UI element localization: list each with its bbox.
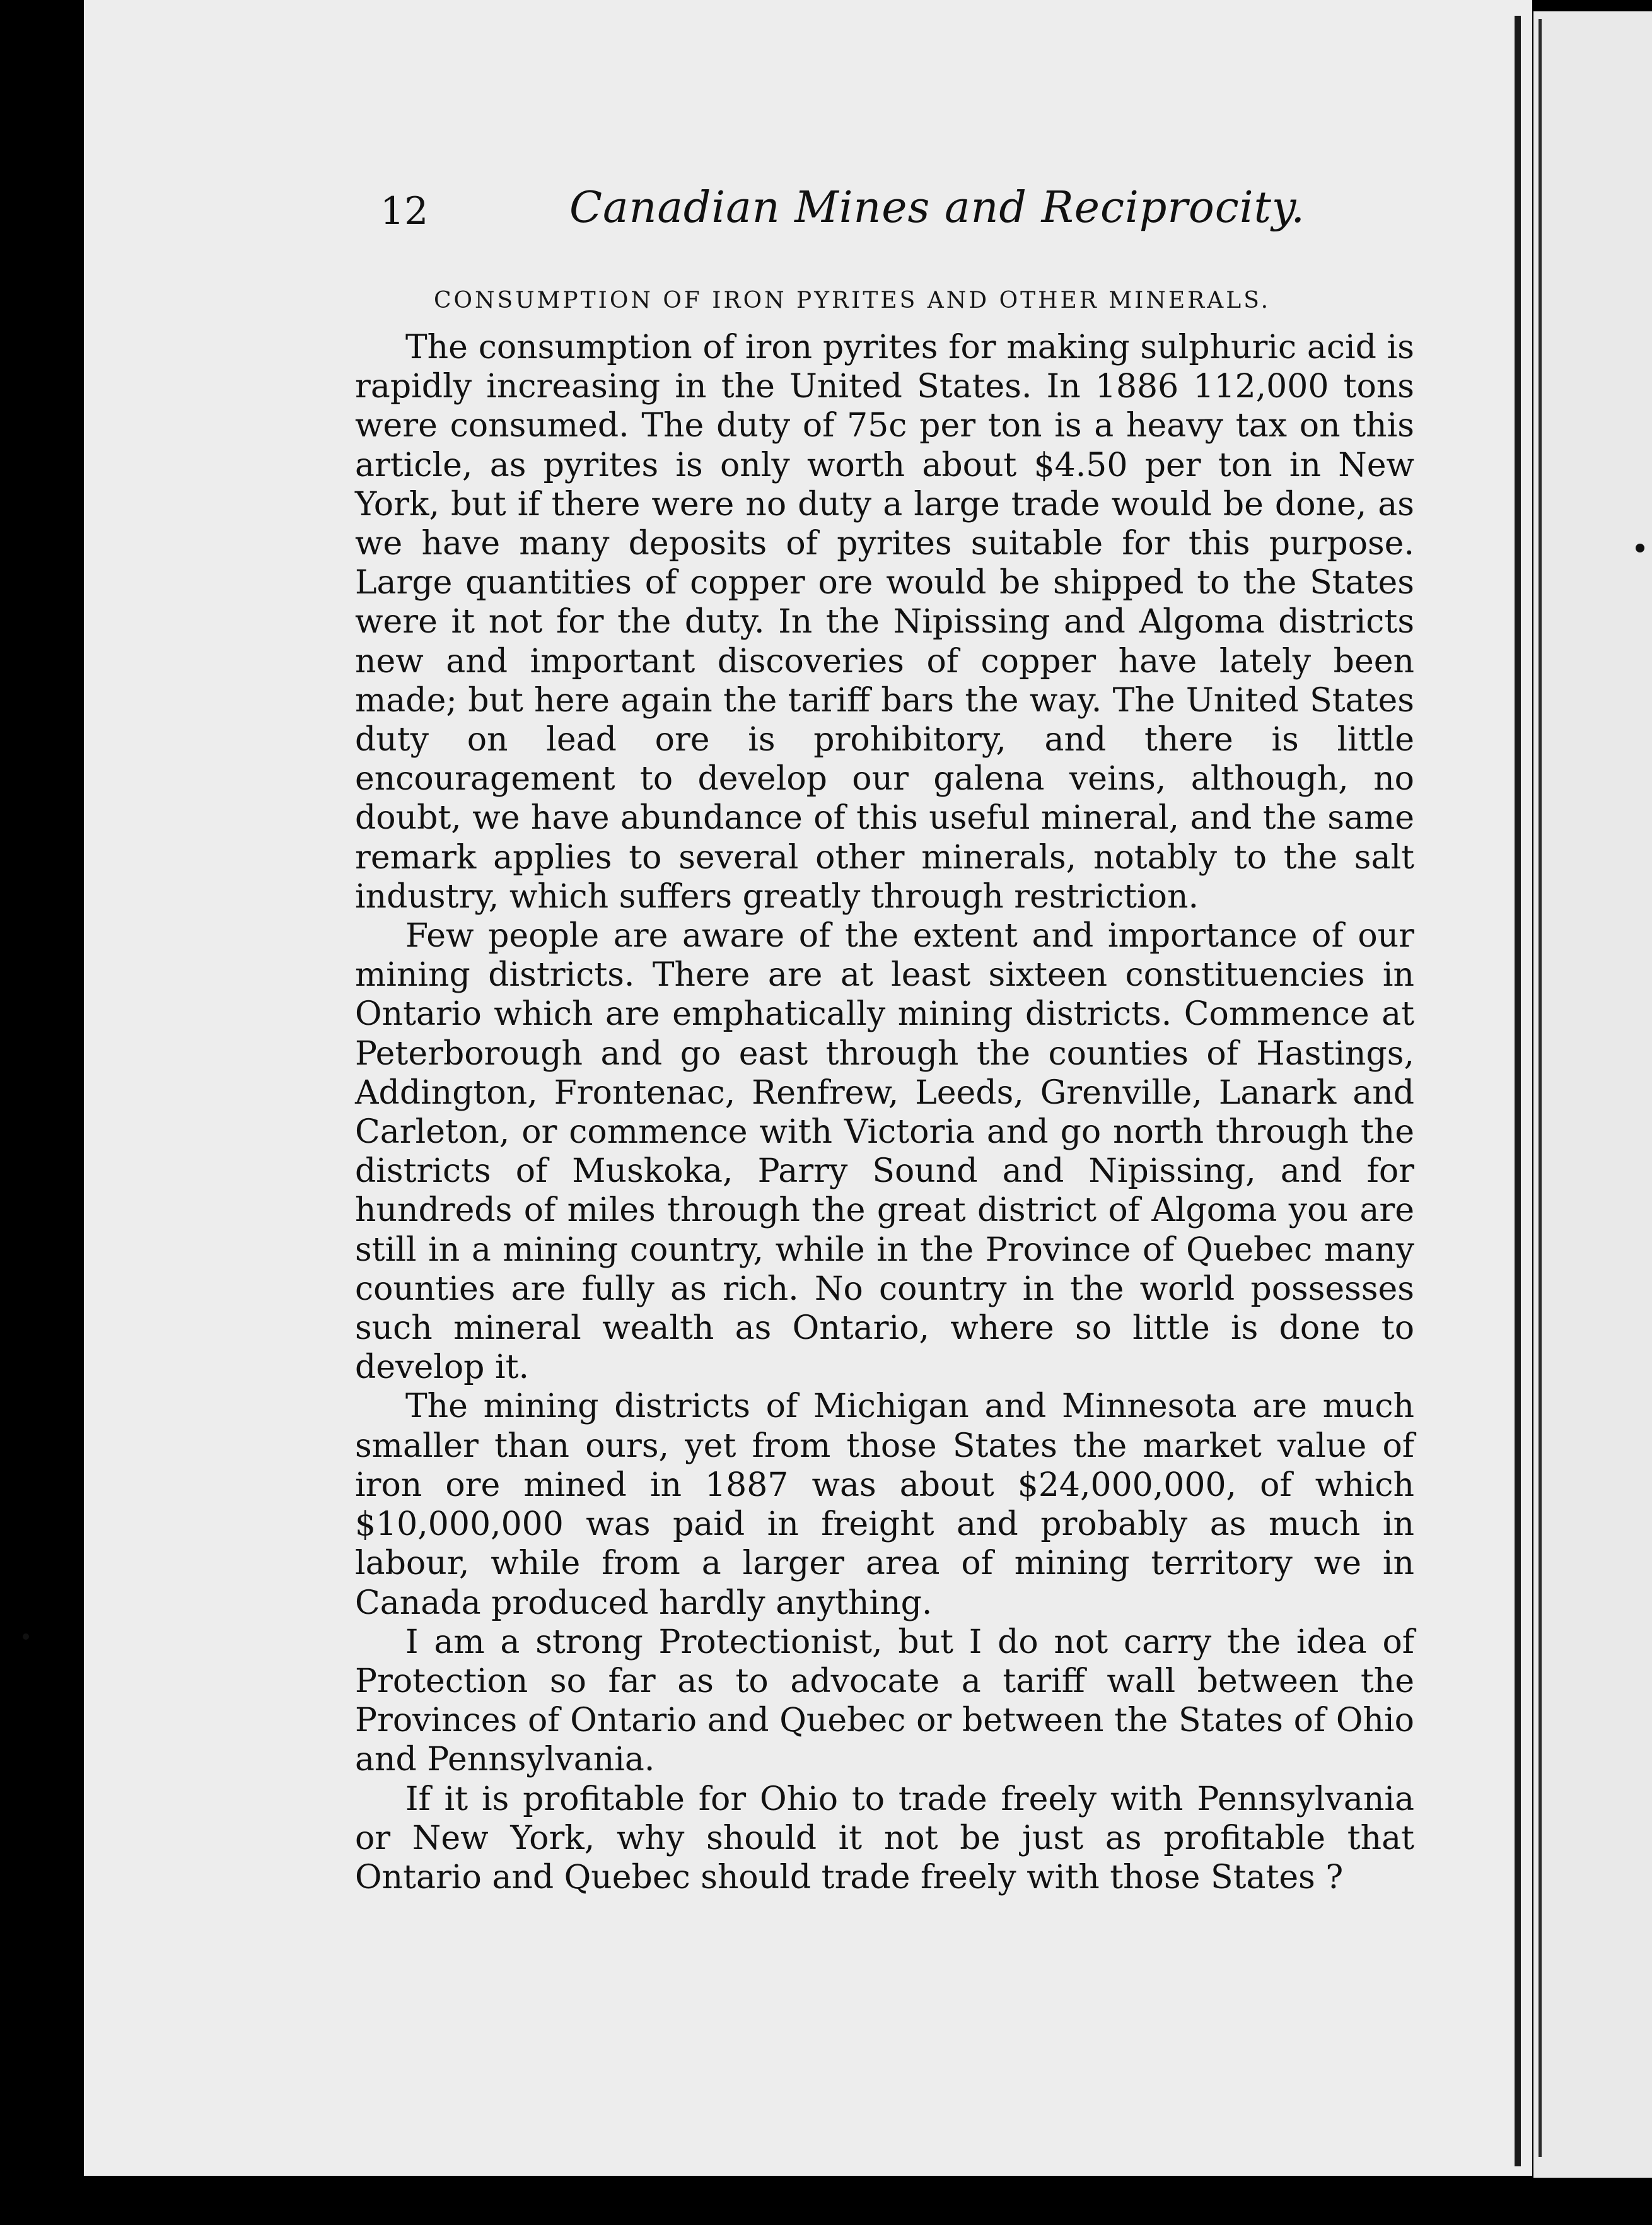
paragraph: I am a strong Protectionist, but I do not carry the idea of Protection so far as to advocate a tariff wall between the Provinces of Ontario and Quebec or between the States of Ohio and Pennsylvania. <box>355 1623 1414 1779</box>
paragraph: If it is profitable for Ohio to trade freely with Pennsylvania or New York, why should it not be just as profitable that Ontario and Quebec should trade freely with those States ? <box>355 1780 1414 1896</box>
running-title: Canadian Mines and Reciprocity. <box>569 183 1305 233</box>
paragraph: The mining districts of Michigan and Minnesota are much smaller than ours, yet from those States the market value of iron ore mined in 1887 was about $24,000,000, of which $10,000,000 was paid in freight and probably as much in labour, while from a larger area of mining territory we in Canada produced hardly anything. <box>355 1387 1414 1622</box>
page-number: 12 <box>380 189 429 233</box>
scan-speck <box>1636 544 1644 552</box>
paragraph: Few people are aware of the extent and importance of our mining districts. There are at least sixteen constituencies in Ontario which are emphatically mining districts. Commence at Peterborough and go east through the counties of Hastings, Addington, Frontenac, Renfrew, Leeds, Grenville, Lanark and Carleton, or commence with Victoria and go north through the districts of Muskoka, Parry Sound and Nipissing, and for hundreds of miles through the great district of Algoma you are still in a mining country, while in the Province of Quebec many counties are fully as rich. No country in the world possesses such mineral wealth as Ontario, where so little is done to develop it. <box>355 917 1414 1387</box>
body-text <box>355 328 1414 1897</box>
page-header <box>380 183 1433 259</box>
paragraph: The consumption of iron pyrites for making sulphuric acid is rapidly increasing in the United States. In 1886 112,000 tons were consumed. The duty of 75c per ton is a heavy tax on this article, as pyrites is only worth about $4.50 per ton in New York, but if there were no duty a large trade would be done, as we have many deposits of pyrites suitable for this purpose. Large quantities of copper ore would be shipped to the States were it not for the duty. In the Nipissing and Algoma districts new and important discoveries of copper have lately been made; but here again the tariff bars the way. The United States duty on lead ore is prohibitory, and there is little encouragement to develop our galena veins, although, no doubt, we have abundance of this useful mineral, and the same remark applies to several other minerals, notably to the salt industry, which suffers greatly through restriction. <box>355 329 1414 916</box>
section-heading: CONSUMPTION OF IRON PYRITES AND OTHER MINERALS. <box>434 288 1271 313</box>
page-gutter-line <box>1515 16 1521 2166</box>
book-page <box>84 0 1532 2176</box>
facing-page-edge <box>1533 11 1652 2178</box>
scan-speck <box>23 1633 29 1640</box>
facing-page-line <box>1539 19 1542 2157</box>
